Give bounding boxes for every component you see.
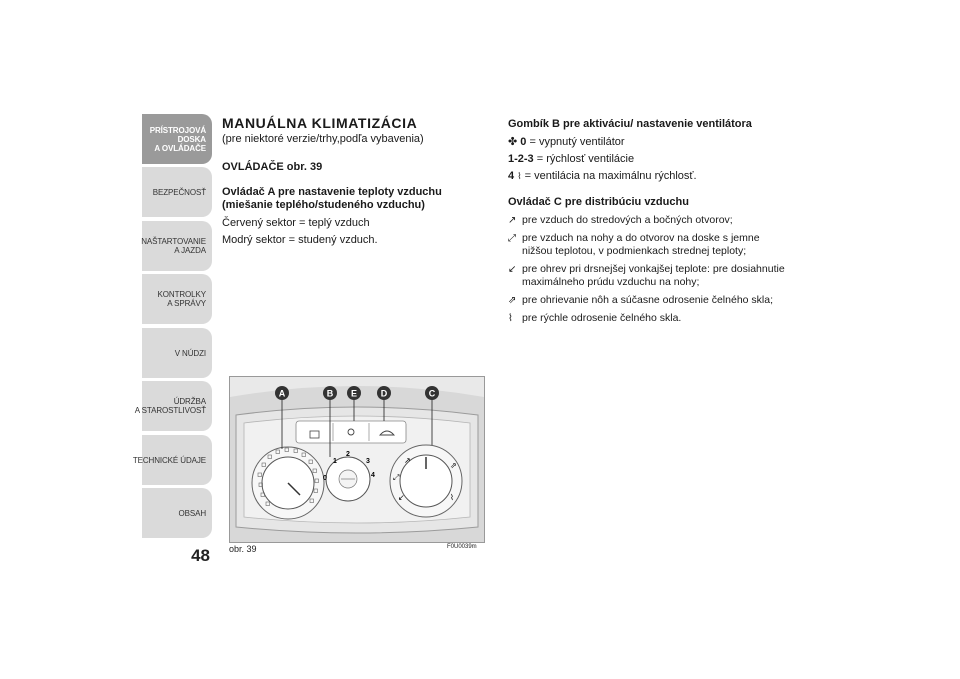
knob-a-heading-2: (miešanie teplého/studeného vzduchu)	[222, 199, 425, 211]
list-item: ↙ pre ohrev pri drsnejšej vonkajšej teplote: pre dosiahnutie maximálneho prúdu vzduchu na nohy;	[508, 263, 785, 288]
figure-caption: obr. 39	[229, 544, 257, 554]
svg-text:↗: ↗	[404, 456, 411, 465]
windshield-defrost-icon: ⌇	[508, 313, 513, 324]
page-number: 48	[191, 546, 210, 565]
face-feet-vent-icon: ⤢	[508, 233, 516, 244]
figure-code: F0U0039m	[447, 544, 477, 550]
tab-v-nudzi[interactable]: V NÚDZI	[142, 328, 212, 378]
tab-bezpecnost[interactable]: BEZPEČNOSŤ	[142, 167, 212, 217]
fan-speeds-value: 1-2-3	[508, 153, 534, 165]
tab-udrzba[interactable]: ÚDRŽBA A STAROSTLIVOSŤ	[142, 381, 212, 431]
tab-nastartovanie[interactable]: NAŠTARTOVANIE A JAZDA	[142, 221, 212, 271]
knob-a-heading-1: Ovládač A pre nastavenie teploty vzduchu	[222, 186, 442, 198]
fan-scale-3: 3	[366, 458, 370, 465]
tab-pristrojova-doska[interactable]: PRÍSTROJOVÁ DOSKA A OVLÁDAČE	[142, 114, 212, 164]
callout-e: E	[350, 388, 358, 399]
section-subtitle: (pre niektoré verzie/trhy,podľa vybavenia)	[222, 133, 424, 145]
fan-scale-0: 0	[323, 475, 327, 482]
right-column	[508, 118, 790, 330]
feet-windshield-icon: ⇗	[508, 295, 517, 306]
tab-technicke-udaje[interactable]: TECHNICKÉ ÚDAJE	[142, 435, 212, 485]
fan-scale-1: 1	[333, 458, 337, 465]
knob-b-heading: Gombík B pre aktiváciu/ nastavenie ventilátora	[508, 118, 752, 130]
fan-speeds-text: = rýchlosť ventilácie	[533, 153, 635, 165]
tab-obsah[interactable]: OBSAH	[142, 488, 212, 538]
climate-panel-illustration	[230, 377, 484, 542]
list-item: ⤢ pre vzduch na nohy a do otvorov na doske s jemne nižšou teplotou, v podmienkach strednej teploty;	[508, 232, 760, 257]
fan-speeds-line	[508, 153, 790, 166]
svg-text:⌇: ⌇	[450, 493, 454, 502]
climate-control-figure	[229, 376, 485, 543]
svg-text:⇗: ⇗	[450, 461, 457, 470]
fan-off-value: 0	[520, 136, 527, 148]
red-sector-text: Červený sektor = teplý vzduch	[222, 217, 370, 229]
callout-c: C	[428, 388, 436, 399]
blue-sector-text: Modrý sektor = studený vzduch.	[222, 234, 378, 246]
fan-off-line	[508, 136, 790, 149]
list-item: ⇗ pre ohrievanie nôh a súčasne odrosenie čelného skla;	[508, 294, 774, 306]
svg-text:⤢: ⤢	[393, 473, 400, 482]
left-column	[222, 117, 492, 251]
section-title: MANUÁLNA KLIMATIZÁCIA	[222, 115, 418, 131]
face-vent-icon: ↗	[508, 215, 517, 226]
feet-vent-icon: ↙	[508, 264, 517, 275]
knob-c-heading: Ovládač C pre distribúciu vzduchu	[508, 196, 689, 208]
fan-max-value: 4	[508, 170, 515, 182]
list-item: ↗ pre vzduch do stredových a bočných otvorov;	[508, 214, 733, 226]
controls-heading: OVLÁDAČE obr. 39	[222, 161, 323, 173]
fan-off-text: = vypnutý ventilátor	[526, 136, 625, 148]
callout-a: A	[278, 388, 286, 399]
defrost-icon: ⌇	[517, 171, 522, 181]
list-item: ⌇ pre rýchle odrosenie čelného skla.	[508, 312, 682, 324]
fan-max-text: = ventilácia na maximálnu rýchlosť.	[521, 170, 697, 182]
fan-off-icon: ✤	[508, 136, 518, 148]
fan-max-line	[508, 170, 790, 183]
tab-kontrolky[interactable]: KONTROLKY A SPRÁVY	[142, 274, 212, 324]
fan-scale-4: 4	[371, 472, 375, 479]
callout-d: D	[380, 388, 388, 399]
svg-text:↙: ↙	[398, 493, 405, 502]
callout-b: B	[326, 388, 334, 399]
fan-scale-2: 2	[346, 451, 350, 458]
